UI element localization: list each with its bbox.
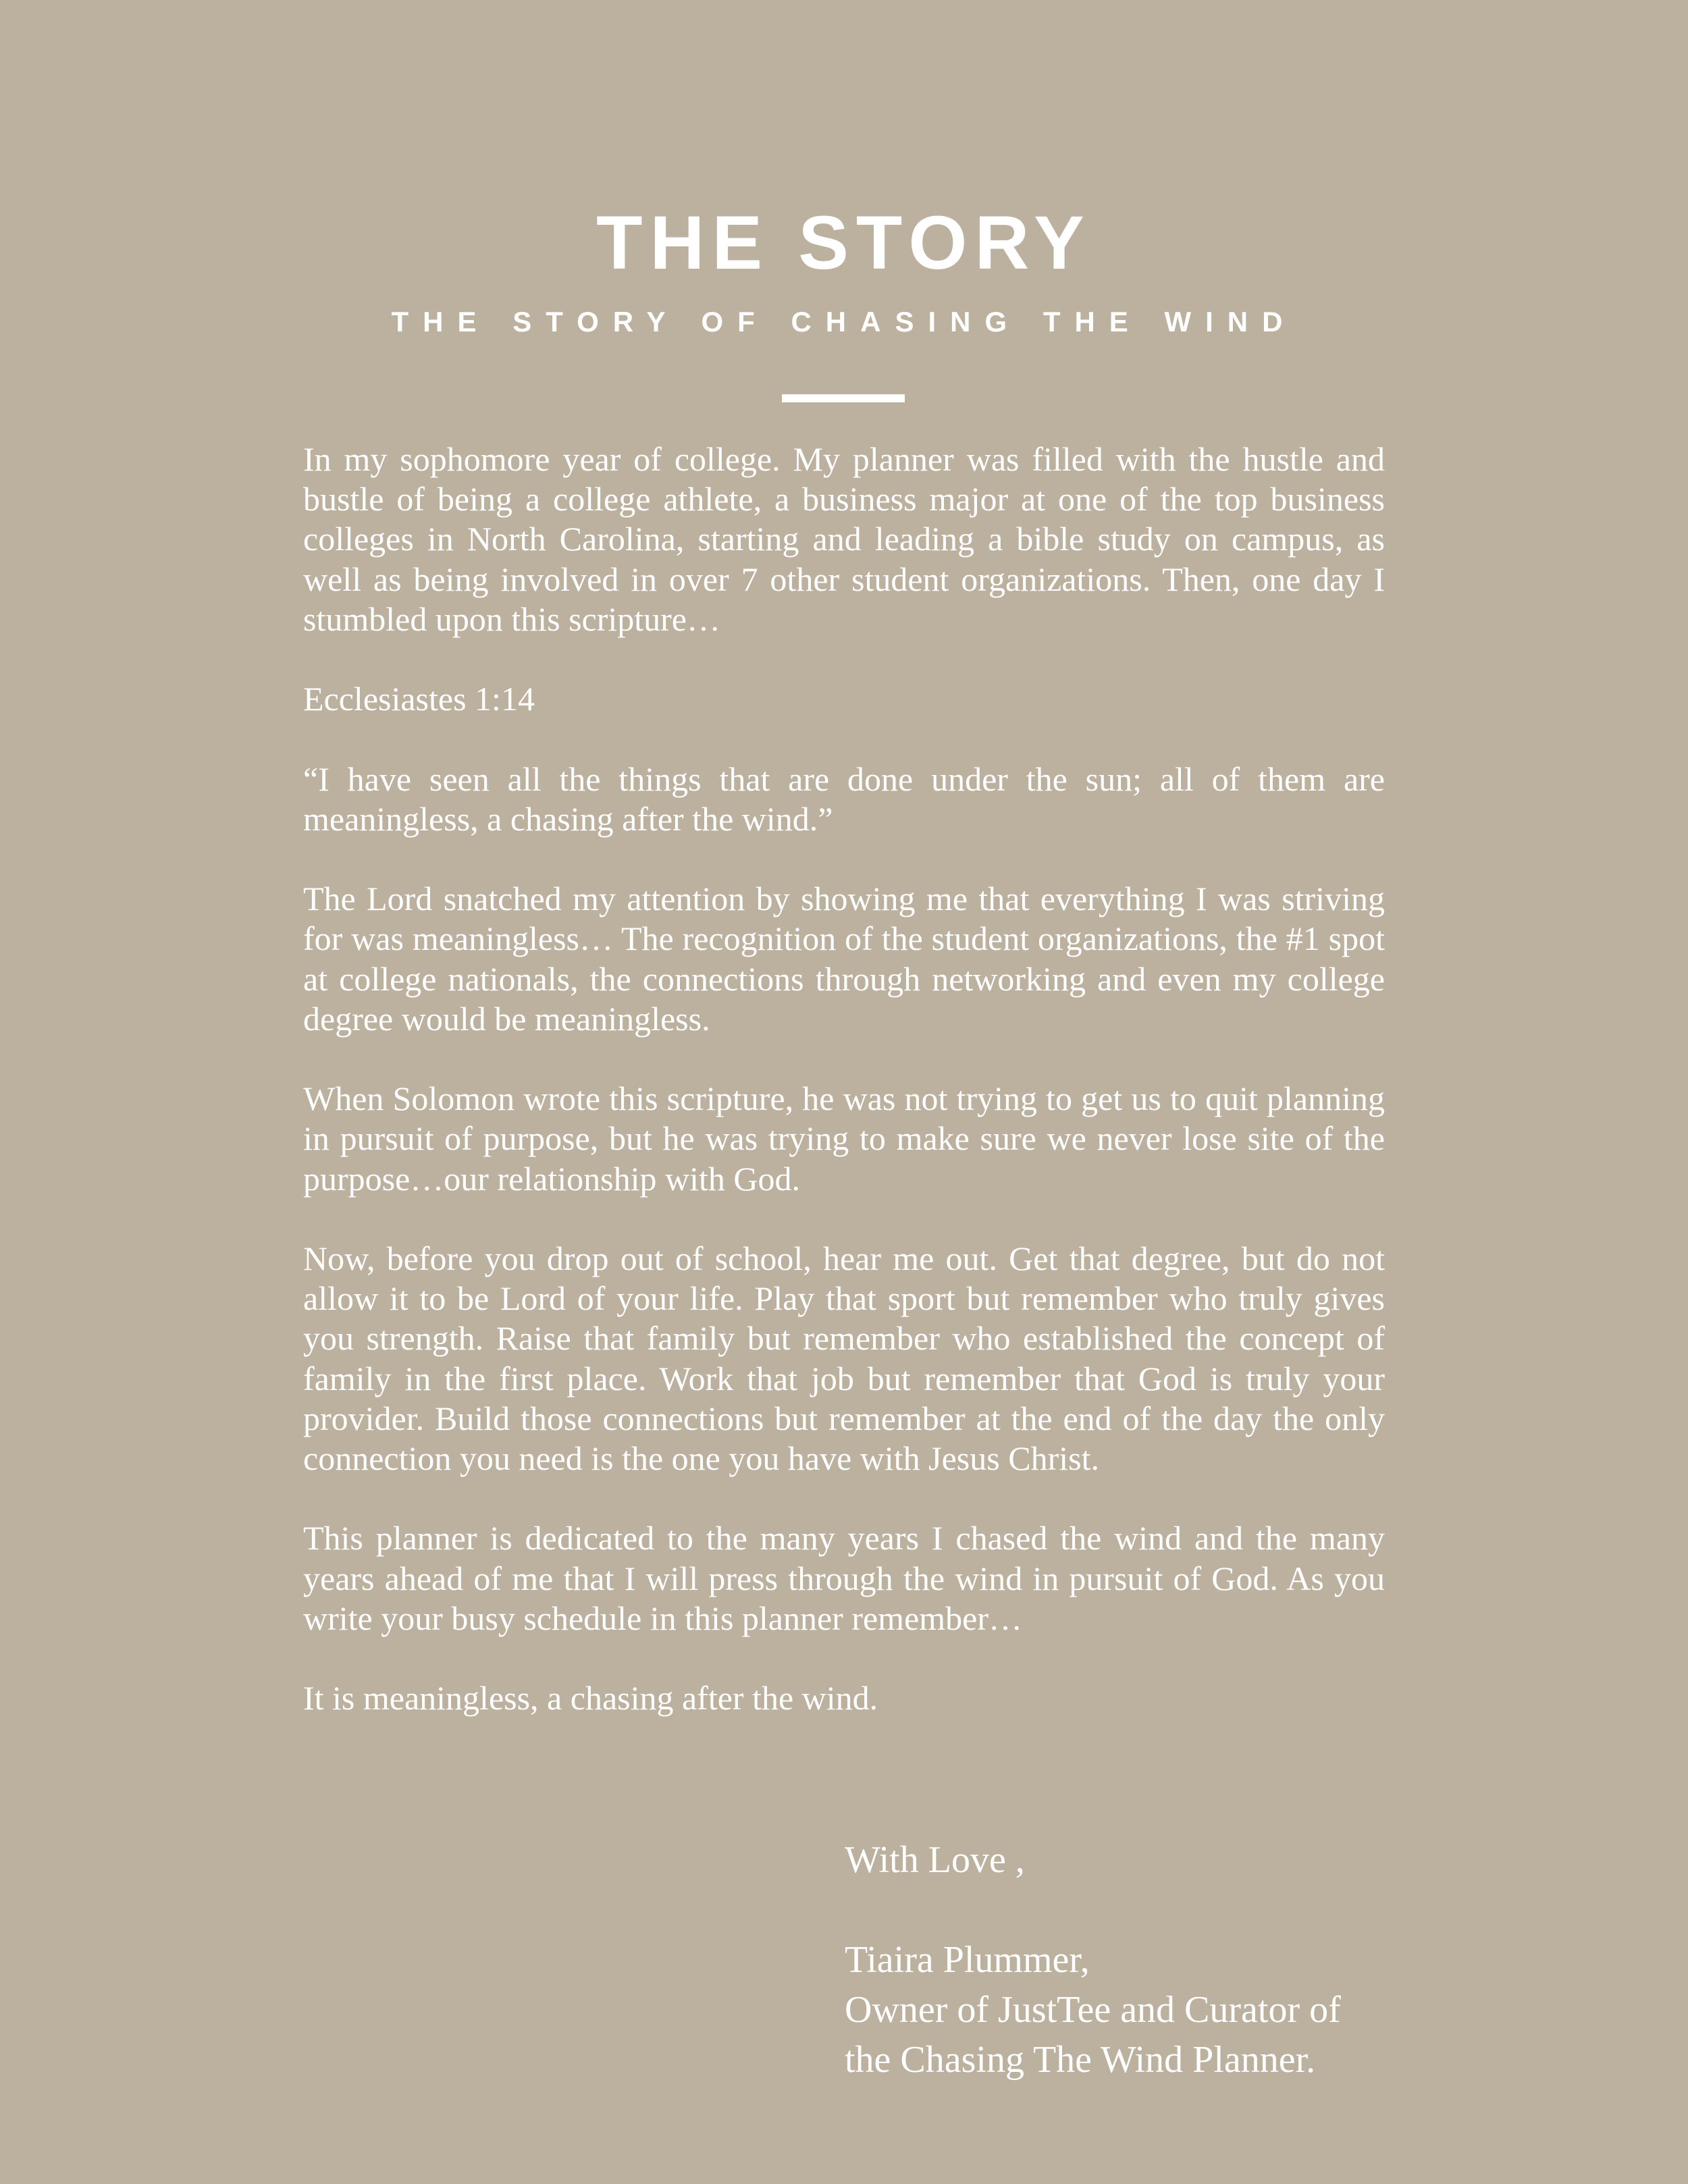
page-subtitle: THE STORY OF CHASING THE WIND bbox=[391, 306, 1297, 338]
story-paragraph-advice: Now, before you drop out of school, hear me out. Get that degree, but do not allow it to be Lord of your life. Play that sport but remember who truly gives you strength. Raise that family but remember who established the concept of family in the first place. Work that job but remember that God is truly your provider. Build those connections but remember at the end of the day the only connection you need is the one you have with Jesus Christ. bbox=[303, 1239, 1385, 1477]
scripture-reference: Ecclesiastes 1:14 bbox=[303, 680, 535, 718]
author-role-line-2: the Chasing The Wind Planner. bbox=[845, 2039, 1316, 2081]
story-paragraph-solomon: When Solomon wrote this scripture, he was not trying to get us to quit planning in pursuit of purpose, but he was trying to make sure we never lose site of the purpose…our relationship with God. bbox=[303, 1080, 1385, 1198]
story-paragraph-recognition: The Lord snatched my attention by showing me that everything I was striving for was meaningless… The recognition of the student organizations, the #1 spot at college nationals, the connections through networking and even my college degree would be meaningless. bbox=[303, 880, 1385, 1038]
story-paragraph-intro: In my sophomore year of college. My planner was filled with the hustle and bustle of being a college athlete, a business major at one of the top business colleges in North Carolina, starting and leading a bible study on campus, as well as being involved in over 7 other student organizations. Then, one day I stumbled upon this scripture… bbox=[303, 440, 1385, 638]
author-role-line-1: Owner of JustTee and Curator of bbox=[845, 1989, 1341, 2031]
author-name: Tiaira Plummer, bbox=[845, 1939, 1090, 1981]
signoff-block bbox=[845, 1835, 1398, 2085]
story-body bbox=[303, 440, 1385, 1718]
story-closing-line: It is meaningless, a chasing after the wind. bbox=[303, 1679, 878, 1717]
signoff-greeting: With Love , bbox=[845, 1839, 1025, 1881]
page-title: THE STORY bbox=[596, 201, 1092, 285]
scripture-quote: “I have seen all the things that are done under the sun; all of them are meaningless, a chasing after the wind.” bbox=[303, 760, 1385, 838]
title-divider bbox=[782, 394, 905, 402]
story-paragraph-dedication: This planner is dedicated to the many years I chased the wind and the many years ahead of me that I will press through the wind in pursuit of God. As you write your busy schedule in this planner remember… bbox=[303, 1519, 1385, 1637]
signature-block bbox=[845, 1935, 1398, 2085]
